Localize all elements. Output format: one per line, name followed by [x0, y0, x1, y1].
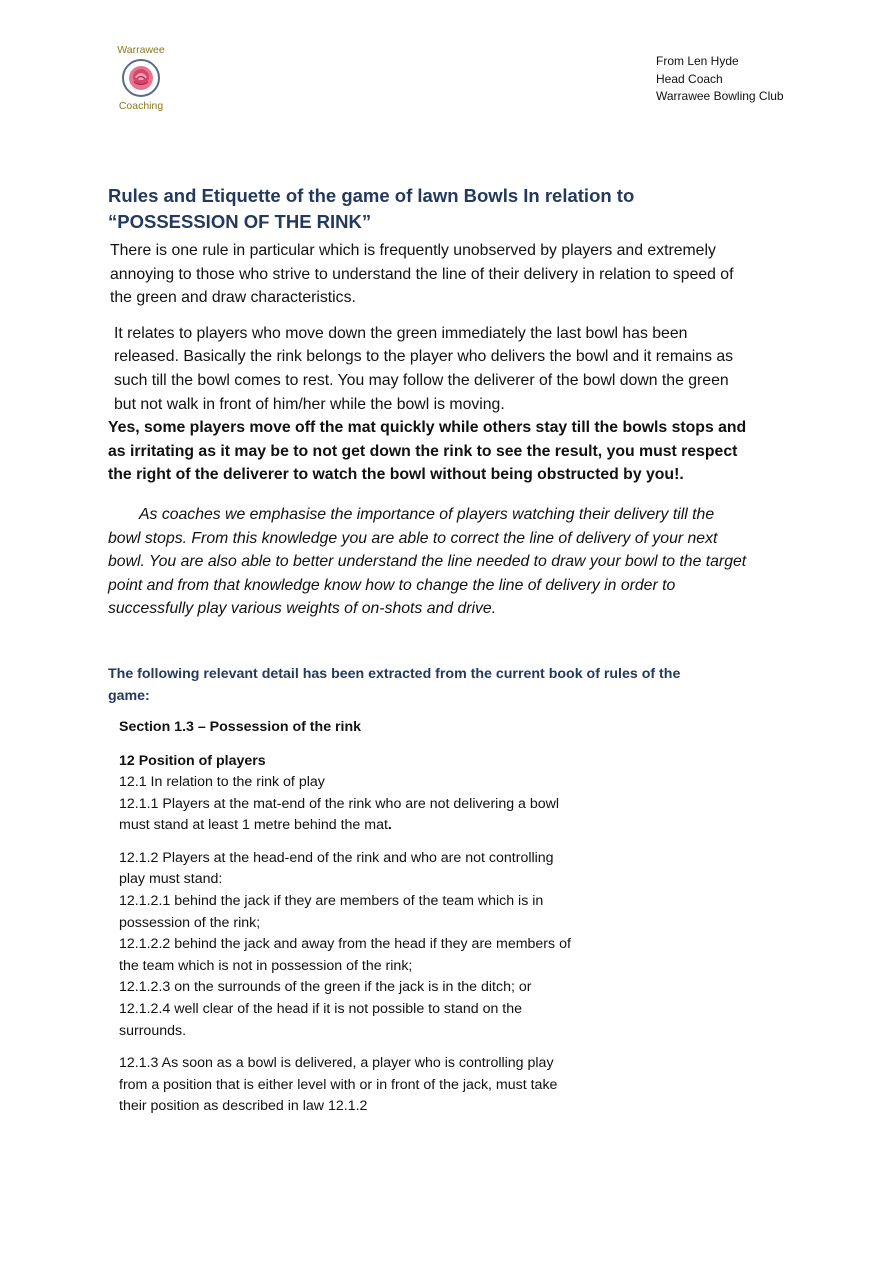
rule-12-1-1	[119, 794, 579, 837]
rule-12-1-2-3: 12.1.2.3 on the surrounds of the green if the jack is in the ditch; or	[119, 979, 532, 996]
rule-12-1-2-1: 12.1.2.1 behind the jack if they are members of the team which is in possession of the rink;	[119, 893, 544, 931]
section-heading: Section 1.3 – Possession of the rink	[119, 718, 362, 735]
logo-bottom-word: Coaching	[118, 100, 164, 112]
paragraph-2: It relates to players who move down the green immediately the last bowl has been released. Basically the rink belongs to the player who delivers the bowl and it remains as such till the bowl comes to rest. You may follow the deliverer of the bowl down the green but not walk in front of him/her while the bowl is moving.	[114, 324, 734, 413]
title-line-1: Rules and Etiquette of the game of lawn Bowls In relation to	[108, 185, 635, 206]
rule-block-12-1-2	[119, 848, 579, 1042]
document-title	[108, 183, 748, 235]
sender-block	[656, 53, 784, 106]
sender-club: Warrawee Bowling Club	[656, 89, 784, 103]
sender-name: From Len Hyde	[656, 54, 739, 68]
rules-extract	[108, 717, 579, 1118]
document-body	[108, 183, 748, 1129]
title-line-2: “POSSESSION OF THE RINK”	[108, 211, 372, 232]
club-logo	[112, 44, 170, 112]
rule-12-1-3: 12.1.3 As soon as a bowl is delivered, a player who is controlling play from a position that is either level with or in front of the jack, must take their position as described in law 12.1.2	[119, 1055, 558, 1115]
rose-icon	[121, 58, 161, 98]
paragraph-1: There is one rule in particular which is frequently unobserved by players and extremely annoying to those who strive to understand the line of their delivery in relation to speed of the green and draw characteristics.	[110, 242, 734, 307]
rule-block-12-1	[119, 751, 579, 837]
paragraph-2-bold: Yes, some players move off the mat quickly while others stay till the bowls stops and as irritating as it may be to not get down the rink to see the result, you must respect the right of the deliverer to watch the bowl without being obstructed by you!.	[108, 419, 747, 484]
rule-12-1-2-2: 12.1.2.2 behind the jack and away from the head if they are members of the team which is not in possession of the rink;	[119, 936, 571, 974]
rule-12-1-2-4: 12.1.2.4 well clear of the head if it is not possible to stand on the surrounds.	[119, 1001, 523, 1039]
extract-heading: The following relevant detail has been extracted from the current book of rules of the game:	[108, 665, 681, 704]
rule-block-12-1-3	[119, 1053, 579, 1118]
logo-top-word: Warrawee	[117, 44, 165, 56]
rule-12-1-2: 12.1.2 Players at the head-end of the rink and who are not controlling play must stand:	[119, 849, 554, 888]
position-heading: 12 Position of players	[119, 752, 266, 769]
rule-12-1-1-end: .	[387, 817, 392, 834]
sender-role: Head Coach	[656, 71, 723, 86]
rule-12-1: 12.1 In relation to the rink of play	[119, 774, 325, 791]
paragraph-3-italic: As coaches we emphasise the importance of players watching their delivery till the bowl stops. From this knowledge you are able to correct the line of delivery of your next bowl. You are also able to better understand the line needed to draw your bowl to the target point and from that knowledge know how to change the line of delivery in order to successfully play various weights of on-shots and drive.	[108, 505, 747, 618]
rule-12-1-1-text: 12.1.1 Players at the mat-end of the rink who are not delivering a bowl must stand at least 1 metre behind the mat	[119, 795, 560, 834]
